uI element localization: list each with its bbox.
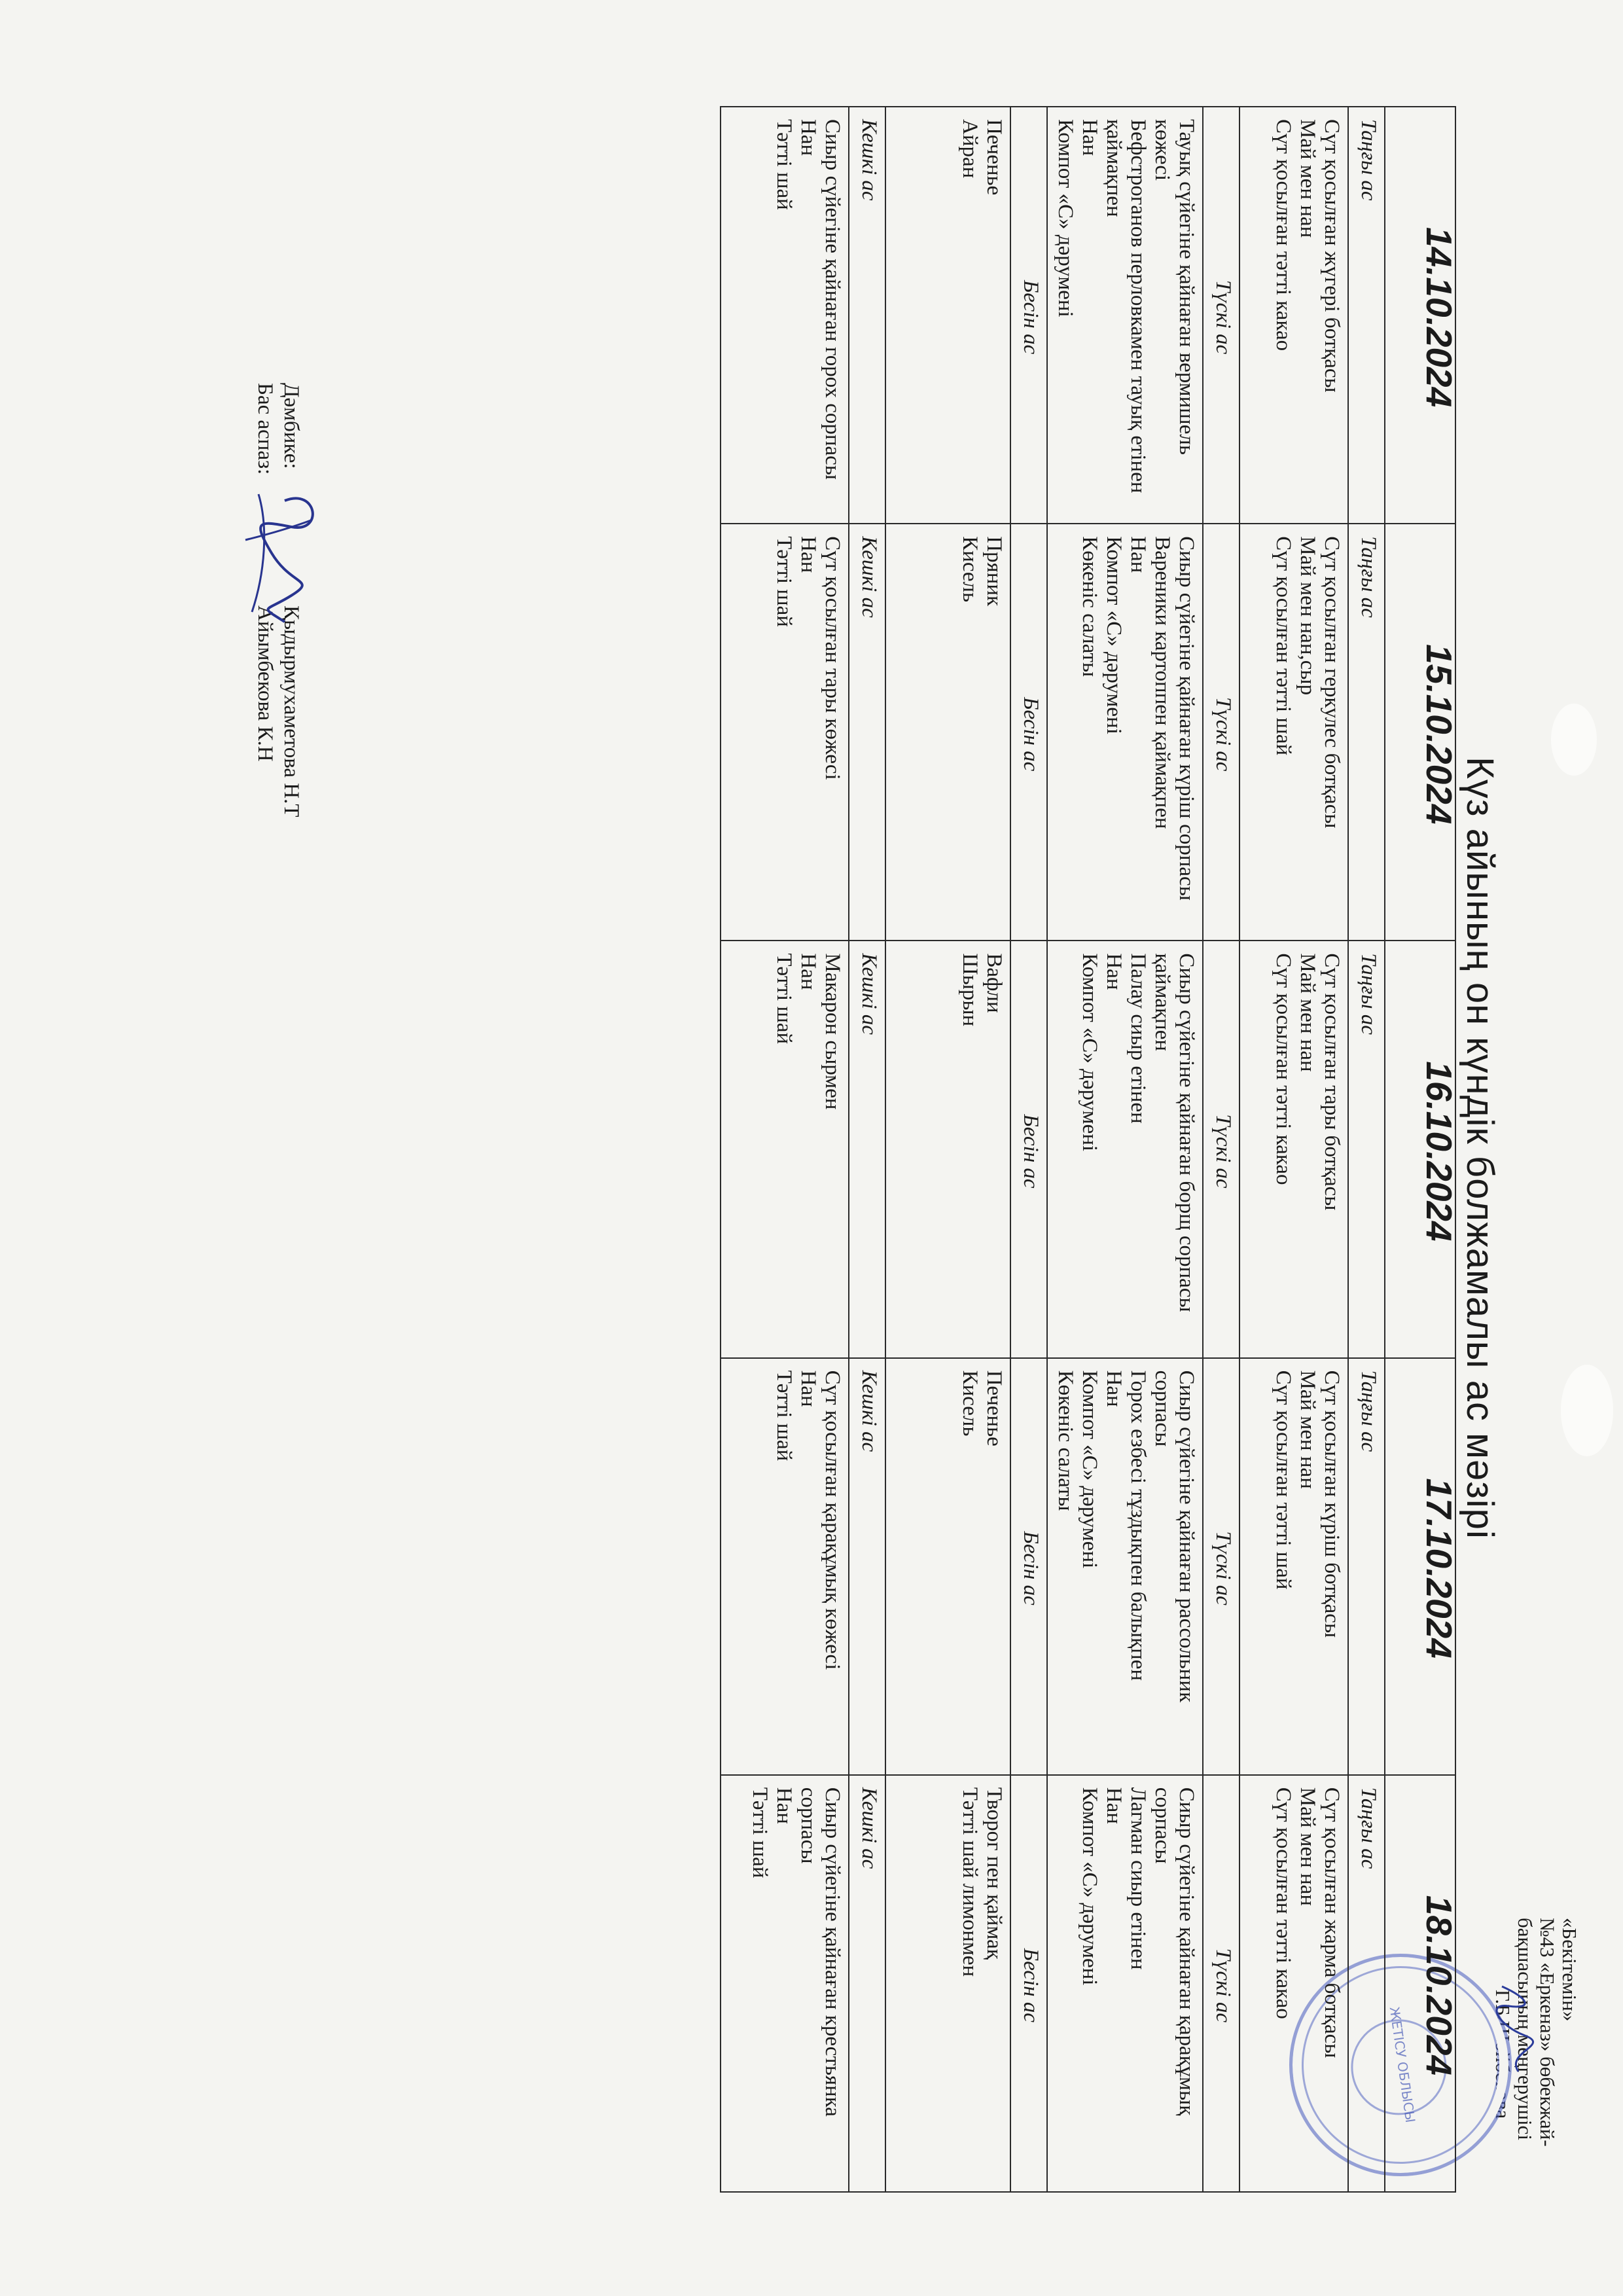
snack-cell (885, 107, 1010, 524)
menu-item: Нан (1102, 1787, 1126, 1824)
breakfast-cell (1240, 1358, 1348, 1775)
meal-label: Бесін ас (1010, 1358, 1047, 1775)
menu-item: Сүт қосылған геркулес ботқасы (1320, 536, 1344, 829)
menu-item: Сиыр сүйегіне қайнаған қарақұмық сорпасы (1150, 1787, 1198, 2116)
menu-item: Компот «С» дәрумені (1078, 1787, 1101, 1986)
scan-blot (1561, 1365, 1613, 1456)
dietitian-name: Қыдырмухаметова Н.Т (279, 605, 303, 817)
lunch-cell (1047, 107, 1203, 524)
snack-label-row (1010, 107, 1047, 2192)
meal-label: Кешкі ас (849, 1775, 885, 2192)
menu-item: Кисель (958, 536, 982, 603)
menu-item: Сүт қосылған тары ботқасы (1320, 953, 1344, 1211)
lunch-cell (1047, 1775, 1203, 2192)
date-cell: 17.10.2024 (1385, 1358, 1455, 1775)
menu-item: Май мен нан (1296, 1787, 1319, 1907)
meal-label: Түскі ас (1203, 524, 1240, 941)
breakfast-label-row (1348, 107, 1385, 2192)
lunch-items-row (1047, 107, 1203, 2192)
meal-label: Түскі ас (1203, 941, 1240, 1357)
date-cell: 15.10.2024 (1385, 524, 1455, 941)
lunch-cell (1047, 941, 1203, 1357)
meal-label: Кешкі ас (849, 1358, 885, 1775)
menu-item: Сүт қосылған тәтті какао (1272, 1787, 1295, 2019)
menu-item: Палау сиыр етінен (1126, 953, 1150, 1124)
menu-item: Сүт қосылған тәтті какао (1272, 119, 1295, 351)
menu-item: Нан (796, 1370, 820, 1407)
meal-label: Түскі ас (1203, 1775, 1240, 2192)
meal-label: Түскі ас (1203, 1358, 1240, 1775)
menu-item: Тәтті шай (748, 1787, 772, 1878)
menu-table (720, 106, 1459, 2193)
menu-item: Сүт қосылған қарақұмық көжесі (821, 1370, 844, 1670)
menu-item: Макарон сырмен (821, 953, 844, 1110)
menu-item: Сүт қосылған тәтті какао (1272, 953, 1295, 1185)
lunch-label-row (1203, 107, 1240, 2192)
menu-item: Көкеніс салаты (1054, 1370, 1077, 1511)
menu-item: Нан (796, 953, 820, 990)
snack-cell (885, 1358, 1010, 1775)
dinner-cell (721, 107, 849, 524)
breakfast-cell (1240, 524, 1348, 941)
meal-label: Таңғы ас (1348, 1358, 1385, 1775)
breakfast-items-row (1240, 107, 1348, 2192)
menu-item: Нан (1102, 1370, 1126, 1407)
page-title: Күз айының он күндік болжамалы ас мәзірі (1459, 757, 1501, 1539)
menu-item: Творог пен қаймақ (982, 1787, 1006, 1960)
menu-item: Компот «С» дәрумені (1078, 953, 1101, 1152)
cook-label: Бас аспаз: (253, 383, 277, 475)
meal-label: Таңғы ас (1348, 107, 1385, 524)
menu-item: Көкеніс салаты (1078, 536, 1101, 677)
menu-item: Сиыр сүйегіне қайнаған күріш сорпасы (1175, 536, 1198, 901)
approval-line: «Бекітемін» (1558, 1918, 1581, 2022)
menu-item: Нан (1102, 953, 1126, 990)
meal-label: Кешкі ас (849, 941, 885, 1357)
menu-item: Тәтті шай лимонмен (958, 1787, 982, 1977)
dinner-label-row (849, 107, 885, 2192)
menu-item: Тәтті шай (772, 953, 796, 1045)
menu-item: Сиыр сүйегіне қайнаған крестьянка сорпасы (796, 1787, 844, 2117)
menu-item: Тауық сүйегіне қайнаған вермишель көжесі (1150, 119, 1198, 455)
menu-item: Май мен нан (1296, 953, 1319, 1072)
date-cell: 18.10.2024 (1385, 1775, 1455, 2192)
menu-item: Тәтті шай (772, 119, 796, 210)
menu-item: Печенье (982, 1370, 1006, 1446)
dinner-items-row (721, 107, 849, 2192)
menu-item: Горох езбесі тұздықпен балықпен (1126, 1370, 1150, 1681)
menu-item: Сиыр сүйегіне қайнаған борщ сорпасы қаймақпен (1150, 953, 1198, 1312)
stamp-text: ЖЕТІСУ ОБЛЫСЫ (1386, 2005, 1419, 2124)
meal-label: Кешкі ас (849, 107, 885, 524)
meal-label: Таңғы ас (1348, 1775, 1385, 2192)
meal-label: Бесін ас (1010, 1775, 1047, 2192)
date-header-row (1385, 107, 1455, 2192)
menu-item: Лагман сиыр етінен (1126, 1787, 1150, 1970)
menu-item: Нан (796, 119, 820, 156)
menu-item: Сүт қосылған күріш ботқасы (1320, 1370, 1344, 1638)
menu-item: Печенье (982, 119, 1006, 196)
dinner-cell (721, 941, 849, 1357)
snack-cell (885, 1775, 1010, 2192)
dinner-cell (721, 524, 849, 941)
menu-item: Нан (796, 536, 820, 573)
menu-item: Май мен нан,сыр (1296, 536, 1319, 696)
meal-label: Кешкі ас (849, 524, 885, 941)
menu-item: Компот «С» дәрумені (1078, 1370, 1101, 1569)
meal-label: Бесін ас (1010, 941, 1047, 1357)
menu-item: Вареники картоппен қаймақпен (1150, 536, 1174, 829)
date-cell: 14.10.2024 (1385, 107, 1455, 524)
lunch-cell (1047, 524, 1203, 941)
menu-item: Сүт қосылған жүгері ботқасы (1320, 119, 1344, 393)
approval-line: №43 «Еркеназ» бөбекжай- (1536, 1918, 1559, 2147)
menu-item: Нан (1126, 536, 1150, 573)
menu-item: Компот «С» дәрумені (1102, 536, 1126, 734)
menu-item: Тәтті шай (772, 536, 796, 627)
approval-line: Г.Б.Шойбекова (1491, 1990, 1514, 2119)
snack-cell (885, 524, 1010, 941)
snack-cell (885, 941, 1010, 1357)
dietitian-label: Дәмбике: (279, 383, 303, 469)
menu-item: Нан (1078, 119, 1101, 156)
meal-label: Таңғы ас (1348, 524, 1385, 941)
menu-item: Сиыр сүйегіне қайнаған рассольник сорпасы (1150, 1370, 1198, 1702)
dinner-cell (721, 1775, 849, 2192)
breakfast-cell (1240, 1775, 1348, 2192)
meal-label: Таңғы ас (1348, 941, 1385, 1357)
meal-label: Бесін ас (1010, 524, 1047, 941)
menu-item: Нан (772, 1787, 796, 1824)
dinner-cell (721, 1358, 849, 1775)
breakfast-cell (1240, 941, 1348, 1357)
menu-item: Сүт қосылған тәтті шай (1272, 1370, 1295, 1590)
menu-item: Тәтті шай (772, 1370, 796, 1462)
breakfast-cell (1240, 107, 1348, 524)
menu-item: Кисель (958, 1370, 982, 1437)
menu-item: Сүт қосылған тәтті шай (1272, 536, 1295, 756)
menu-item: Сүт қосылған жарма ботқасы (1320, 1787, 1344, 2058)
lunch-cell (1047, 1358, 1203, 1775)
meal-label: Бесін ас (1010, 107, 1047, 524)
meal-label: Түскі ас (1203, 107, 1240, 524)
menu-item: Сүт қосылған тары көжесі (821, 536, 844, 780)
date-cell: 16.10.2024 (1385, 941, 1455, 1357)
menu-item: Май мен нан (1296, 1370, 1319, 1489)
menu-item: Шырын (958, 953, 982, 1027)
handwritten-signature (239, 481, 330, 632)
menu-item: Бефстроганов перловкамен тауық етінен қаймақпен (1102, 119, 1150, 493)
menu-item: Пряник (982, 536, 1006, 607)
approval-line: бақшасының меңгерушісі (1514, 1918, 1537, 2141)
scan-blot (1551, 704, 1597, 776)
menu-item: Сиыр сүйегіне қайнаған горох сорпасы (821, 119, 844, 480)
cook-name: Айымбекова К.Н (253, 605, 277, 762)
menu-item: Вафли (982, 953, 1006, 1013)
menu-item: Май мен нан (1296, 119, 1319, 238)
menu-item: Компот «С» дәрумені (1054, 119, 1077, 317)
menu-item: Айран (958, 119, 982, 179)
snack-items-row (885, 107, 1010, 2192)
